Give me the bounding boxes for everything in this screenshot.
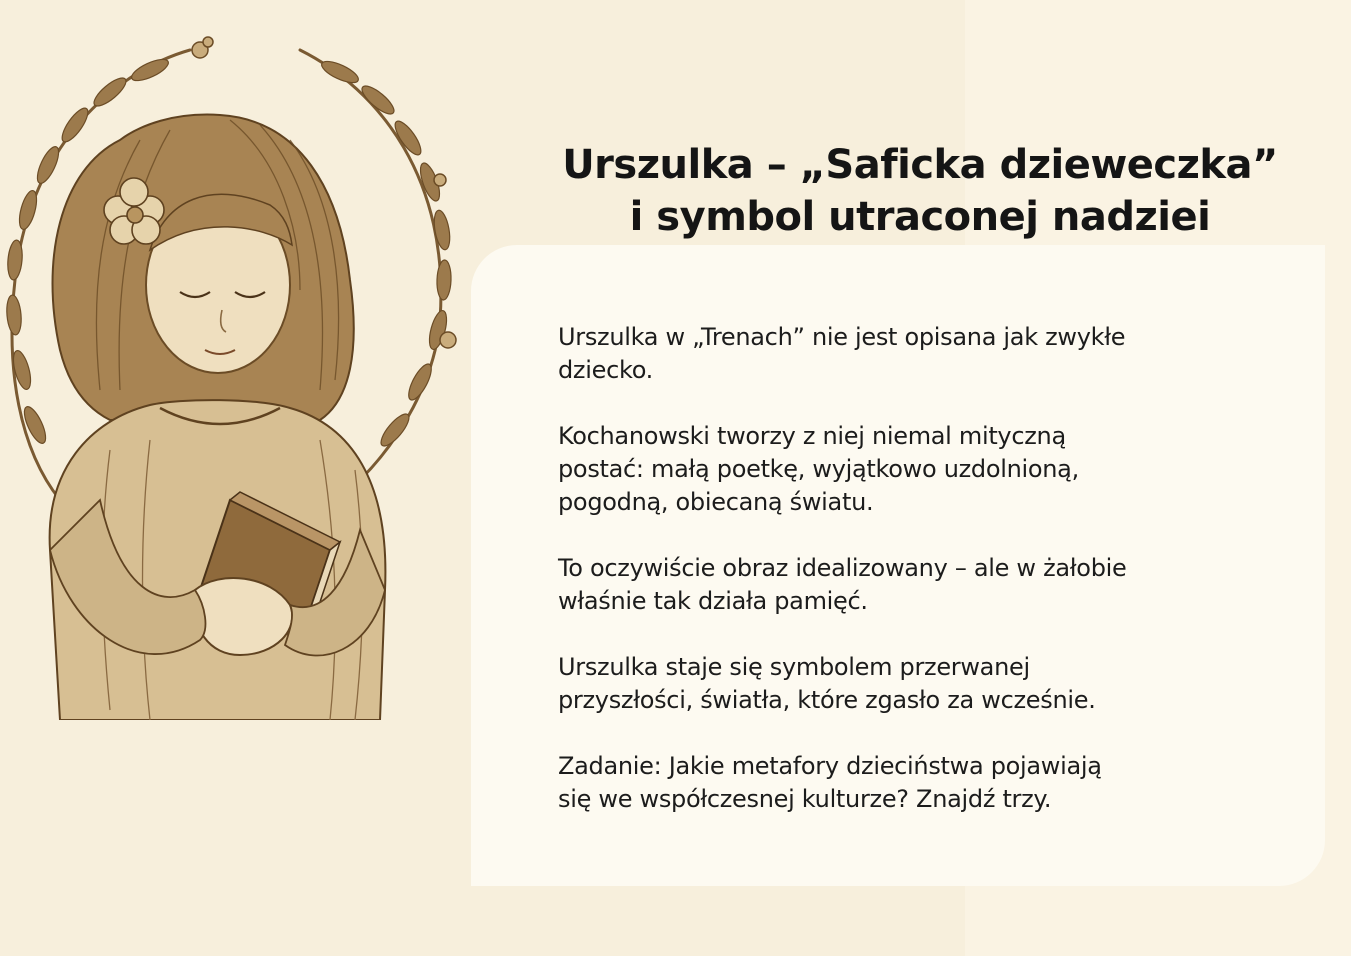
paragraph-line: postać: małą poetkę, wyjątkowo uzdolnioną, — [558, 455, 1079, 483]
paragraph-line: przyszłości, światła, które zgasło za wcześnie. — [558, 686, 1096, 714]
paragraph-line: Urszulka staje się symbolem przerwanej — [558, 653, 1030, 681]
content-card — [471, 245, 1325, 886]
paragraph-symbol — [558, 651, 1248, 717]
paragraph-task — [558, 750, 1248, 816]
paragraph-list — [558, 321, 1248, 849]
paragraph-mythical-figure — [558, 420, 1248, 519]
paragraph-line: dziecko. — [558, 356, 653, 384]
girl-with-book-illustration — [0, 30, 470, 720]
paragraph-line: To oczywiście obraz idealizowany – ale w żałobie — [558, 554, 1127, 582]
paragraph-intro — [558, 321, 1248, 387]
paragraph-idealized-memory — [558, 552, 1248, 618]
paragraph-line: Urszulka w „Trenach” nie jest opisana jak zwykłe — [558, 323, 1126, 351]
slide-title — [480, 139, 1351, 243]
paragraph-line: się we współczesnej kulturze? Znajdź trzy. — [558, 785, 1052, 813]
slide-title-line-2: i symbol utraconej nadziei — [629, 193, 1211, 240]
paragraph-line: pogodną, obiecaną światu. — [558, 488, 874, 516]
paragraph-line: właśnie tak działa pamięć. — [558, 587, 868, 615]
paragraph-line: Zadanie: Jakie metafory dzieciństwa pojawiają — [558, 752, 1102, 780]
paragraph-line: Kochanowski tworzy z niej niemal mityczną — [558, 422, 1066, 450]
slide-title-line-1: Urszulka – „Saficka dzieweczka” — [562, 141, 1278, 188]
